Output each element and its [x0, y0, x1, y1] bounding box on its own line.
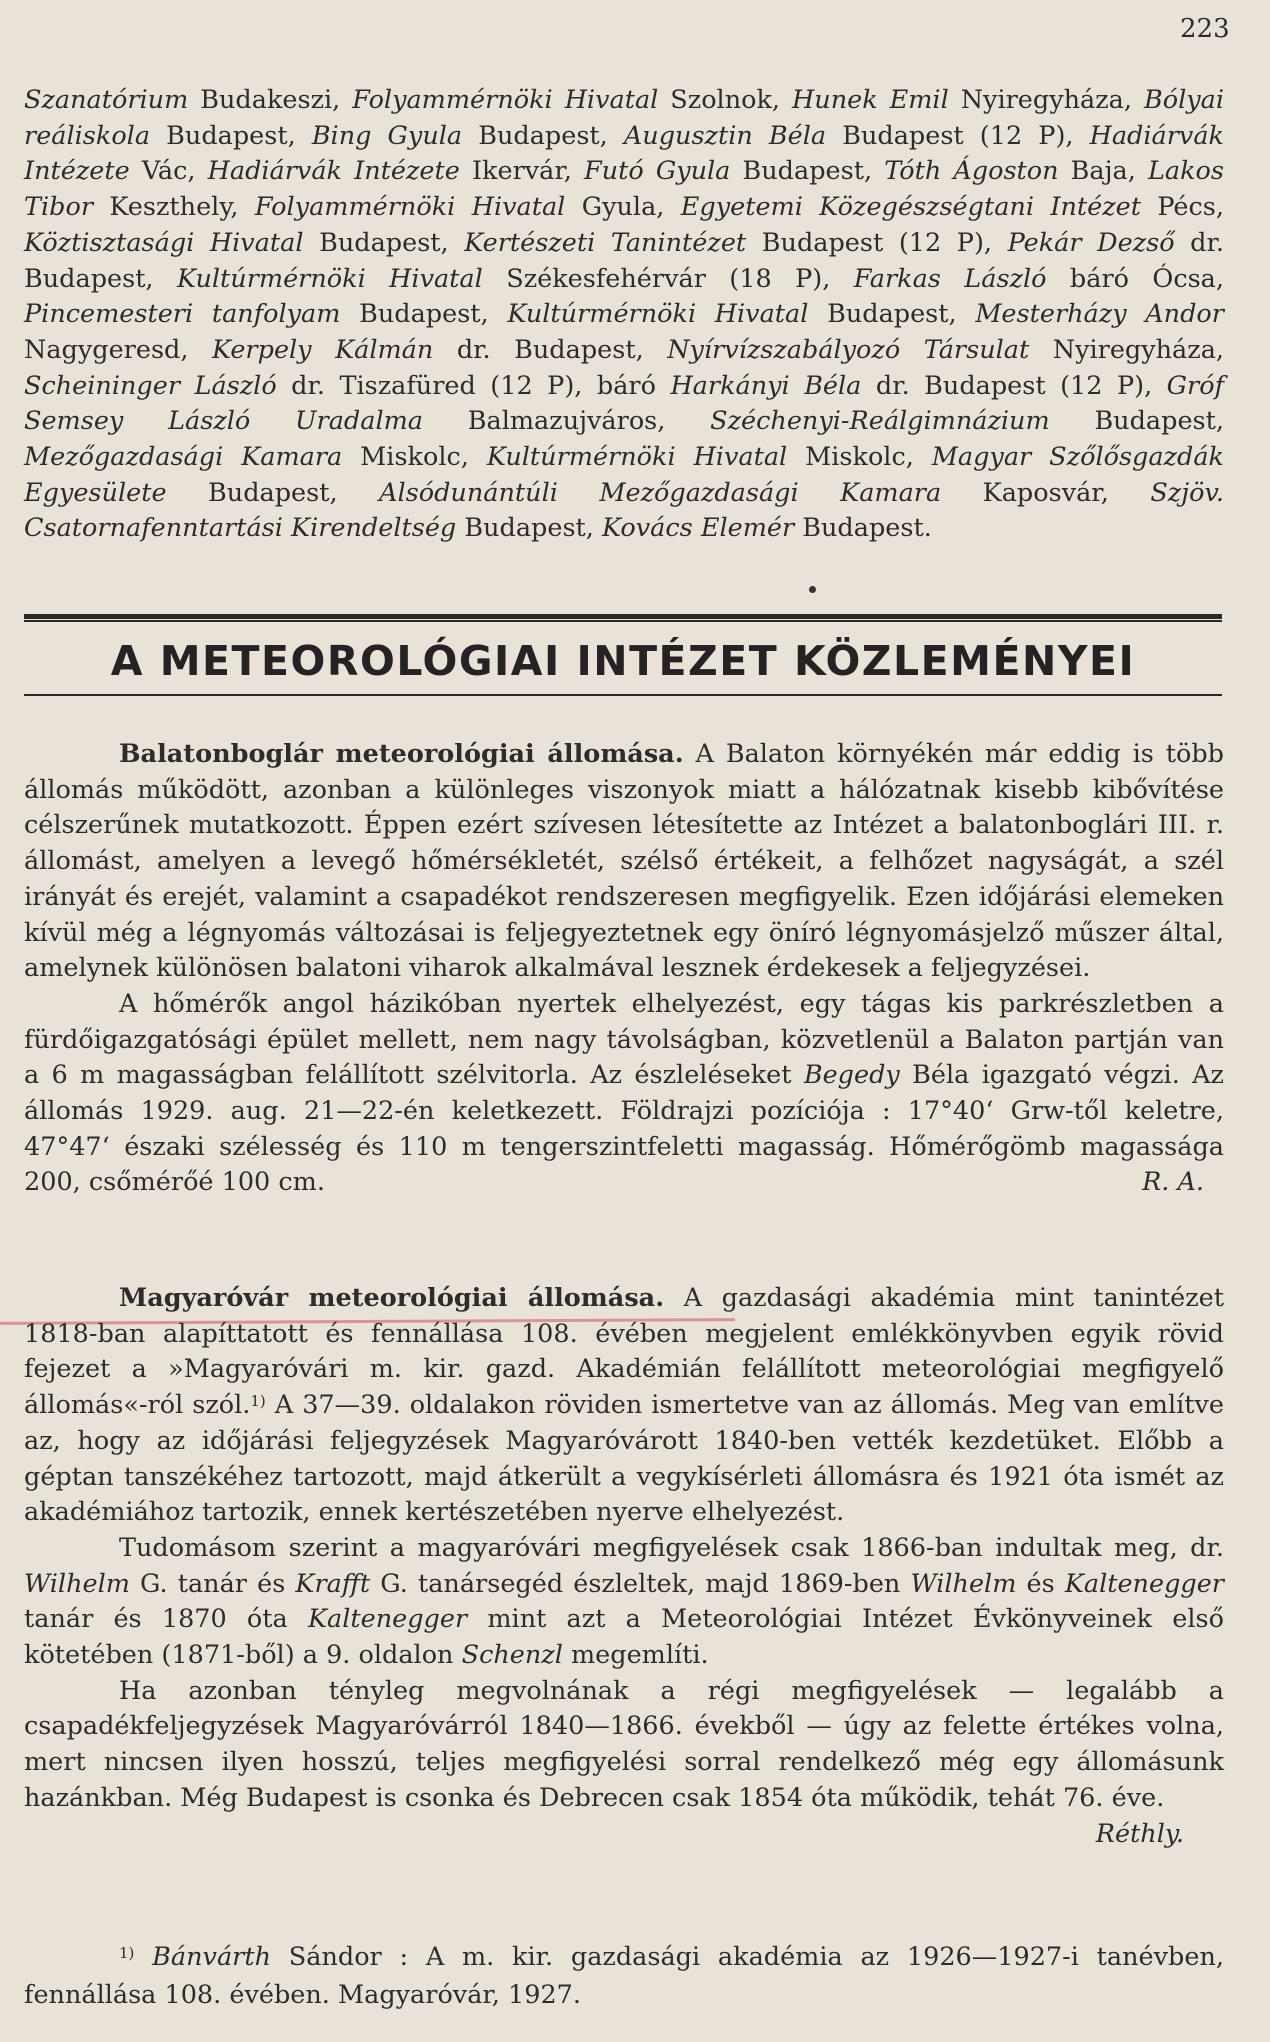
donor-list-segment: Tóth Ágoston: [884, 156, 1059, 187]
donor-list-segment: Széchenyi-Reálgimnázium: [710, 406, 1050, 437]
article1-observer-name: Begedy: [803, 1060, 900, 1091]
donor-list-segment: Székesfehérvár (18 P),: [482, 263, 854, 294]
donor-list-segment: Kaposvár,: [941, 477, 1151, 508]
article-balatonboglar: [24, 737, 1224, 1201]
article2-paragraph2-segment: mint azt a Meteorológiai Intézet Évkönyveinek első kötetében (1871-ből) a 9. oldalon: [24, 1604, 1224, 1671]
donor-list-segment: Farkas László: [853, 263, 1047, 294]
article2-paragraph3: Ha azonban tényleg megvolnának a régi megfigyelések — legalább a csapadékfeljegyzések Magyaróvárról 1840—1866. évekből — úgy az felette értékes volna, mert nincsen ilyen hosszú, teljes megfigyelési sorral rendelkező még egy állomásunk hazánkban. Még Budapest is csonka és Debrecen csak 1854 óta működik, tehát 76. éve.: [24, 1675, 1224, 1813]
donor-list-segment: Miskolc,: [342, 442, 487, 473]
title-rule-bottom: [24, 694, 1222, 696]
article1-signature: R. A.: [1142, 1167, 1204, 1198]
article2-paragraph1-a: A gazdasági akadémia mint tanintézet 1818-ban alapíttatott és fennállása 108. évében megjelent emlékkönyvben egyik rövid fejezet a »Magyaróvári m. kir. gazd. Akadémián felállított meteorológiai megfigyelő állomás«-ról szól.: [24, 1283, 1224, 1421]
article2-paragraph2-segment: Wilhelm: [910, 1568, 1017, 1599]
donor-list-segment: Pécs,: [1141, 192, 1224, 223]
donor-list-segment: Budapest,: [1049, 406, 1224, 437]
donor-list-segment: Bing Gyula: [311, 120, 463, 151]
footnote-text: Sándor : A m. kir. gazdasági akadémia az 1926—1927-i tanévben, fennállása 108. évében. Magyaróvár, 1927.: [24, 1942, 1224, 2010]
article2-paragraph1-b: A 37—39. oldalakon röviden ismertetve van az állomás. Meg van említve az, hogy az időjárási feljegyzések Magyaróvárott 1840-ben vették kezdetüket. Előbb a géptan tanszékéhez tartozott, majd átkerült a vegykísérleti állomásra és 1921 óta ismét az akadémiához tartozik, ennek kertészetében nyerve elhelyezést.: [24, 1390, 1224, 1528]
article2-paragraph2-segment: és: [1016, 1568, 1065, 1599]
article1-paragraph2-a: A hőmérők angol házikóban nyertek elhelyezést, egy tágas kis parkrészletben a fürdőigazgatósági épület mellett, nem nagy távolságban, közvetlenül a Balaton partján van a 6 m magasságban felállított szélvitorla. Az észleléseket: [24, 988, 1224, 1091]
donor-list-segment: Nagygeresd,: [24, 334, 212, 365]
section-title: A METEOROLÓGIAI INTÉZET KÖZLEMÉNYEI: [110, 637, 1136, 685]
donor-list-segment: Budapest,: [150, 120, 312, 151]
donor-list-text: [24, 83, 1224, 547]
footnote: [24, 1938, 1224, 2014]
donor-list-segment: Hunek Emil: [792, 85, 949, 115]
donor-list-segment: Folyammérnöki Hivatal: [254, 192, 566, 223]
donor-list-segment: Kultúrmérnöki Hivatal: [176, 263, 483, 294]
donor-list-segment: Budapest (12 P),: [746, 227, 1008, 258]
donor-list-segment: Szanatórium: [24, 85, 189, 115]
article2-heading: Magyaróvár meteorológiai állomása.: [119, 1283, 665, 1313]
article2-paragraph2-segment: G. tanár és: [129, 1568, 296, 1599]
donor-list-segment: Budapest,: [166, 477, 380, 508]
donor-list-segment: Lakos Tibor: [24, 156, 1224, 223]
donor-list-segment: Budapest,: [730, 156, 885, 187]
donor-list-segment: Budapest,: [456, 513, 603, 544]
donor-list-segment: Vác,: [129, 156, 208, 187]
title-rule-top-thin: [24, 620, 1222, 622]
donor-list-segment: Szolnok,: [658, 85, 793, 115]
donor-list-segment: Budapest,: [340, 299, 508, 330]
donor-list-segment: Bólyai reáliskola: [24, 85, 1224, 151]
donor-list-segment: Nyiregyháza,: [948, 85, 1144, 115]
donor-list-segment: Gyula,: [565, 192, 681, 223]
article2-paragraph2-segment: megemlíti.: [562, 1640, 709, 1671]
donor-list-segment: Pincemesteri tanfolyam: [24, 299, 341, 330]
donor-list-segment: Folyammérnöki Hivatal: [352, 85, 659, 115]
article-magyarovar: [24, 1281, 1224, 1852]
article2-paragraph2-segment: Kaltenegger: [1064, 1568, 1225, 1599]
donor-list-segment: Szjöv. Csatornafenntartási Kirendeltség: [24, 477, 1224, 544]
donor-list-segment: Kovács Elemér: [602, 513, 795, 544]
article2-paragraph2-segment: Tudomásom szerint a magyaróvári megfigyelések csak 1866-ban indultak meg, dr.: [119, 1532, 1224, 1563]
donor-list-segment: Hadiárvák Intézete: [207, 156, 460, 187]
donor-list-segment: Nyiregyháza,: [1029, 334, 1225, 365]
donor-list-segment: Gróf Semsey László Uradalma: [24, 370, 1225, 437]
article2-paragraph2-segment: Schenzl: [461, 1640, 563, 1671]
article2-paragraph2-segment: G. tanársegéd észleltek, majd 1869-ben: [370, 1568, 911, 1599]
donor-list-segment: Kerpely Kálmán: [211, 334, 434, 365]
donor-list-segment: Egyetemi Közegészségtani Intézet: [680, 192, 1142, 223]
article1-paragraph1: A Balaton környékén már eddig is több állomás működött, azonban a különleges viszonyok miatt a hálózatnak kisebb kibővítése célszerűnek mutatkozott. Éppen ezért szívesen létesítette az Intézet a balatonboglári III. r. állomást, amelyen a levegő hőmérsékletét, szélső értékeit, a felhőzet nagyságát, a szél irányát és erejét, valamint a csapadékot rendszeresen megfigyelik. Ezen időjárási elemeken kívül még a légnyomás változásai is feljegyeztetnek egy öníró légnyomásjelző műszer által, amelynek különösen balatoni viharok alkalmával lesznek érdekesek a feljegyzései.: [24, 739, 1224, 984]
donor-list-segment: Miskolc,: [787, 442, 932, 473]
donor-list-segment: dr. Budapest,: [433, 334, 668, 365]
article2-paragraph2-segment: Wilhelm: [24, 1568, 130, 1599]
donor-list-segment: Kultúrmérnöki Hivatal: [507, 299, 809, 330]
donor-list-segment: Mezőgazdasági Kamara: [24, 442, 343, 473]
article2-paragraph2-segment: tanár és 1870 óta: [24, 1604, 308, 1635]
donor-list-segment: Mesterházy Andor: [975, 299, 1224, 330]
donor-list-segment: Keszthely,: [93, 192, 255, 223]
donor-list-segment: Scheininger László: [24, 370, 277, 401]
donor-list-segment: Budapest,: [808, 299, 976, 330]
donor-list-segment: Alsódunántúli Mezőgazdasági Kamara: [379, 477, 942, 508]
footnote-marker: 1): [119, 1944, 135, 1962]
donor-list-segment: Futó Gyula: [583, 156, 731, 187]
donor-list-segment: Budapest (12 P),: [826, 120, 1090, 151]
donor-list-segment: Budakeszi,: [188, 85, 353, 115]
donor-list-segment: Ikervár,: [459, 156, 584, 187]
donor-list-segment: Magyar Szőlősgazdák Egyesülete: [24, 442, 1224, 508]
donor-list-segment: Nyírvízszabályozó Társulat: [667, 334, 1030, 365]
donor-list-segment: dr. Budapest,: [24, 227, 1224, 294]
donor-list-segment: Kultúrmérnöki Hivatal: [486, 442, 788, 473]
page-number: 223: [1180, 14, 1230, 44]
article1-heading: Balatonboglár meteorológiai állomása.: [119, 739, 684, 769]
donor-list-segment: Budapest,: [303, 227, 465, 258]
ornament-dot: [809, 586, 816, 593]
donor-list-segment: Köztisztasági Hivatal: [24, 227, 304, 258]
donor-list-segment: Balmazujváros,: [423, 406, 711, 437]
donor-list-segment: dr. Tiszafüred (12 P), báró: [276, 370, 671, 401]
donor-list-segment: báró Ócsa,: [1046, 263, 1224, 294]
footnote-author: Bánvárth: [152, 1942, 272, 1972]
article2-signature: Réthly.: [1095, 1818, 1184, 1849]
donor-list-segment: Kertészeti Tanintézet: [464, 227, 747, 258]
article2-paragraph2-segment: Kaltenegger: [307, 1604, 468, 1635]
donor-list-segment: Augusztin Béla: [623, 120, 827, 151]
donor-list-segment: Baja,: [1058, 156, 1148, 187]
donor-list-segment: Pekár Dezső: [1007, 227, 1175, 258]
donor-list-paragraph: [24, 83, 1224, 547]
article2-paragraph2: [24, 1531, 1224, 1674]
article2-paragraph2-segment: Krafft: [295, 1568, 371, 1599]
donor-list-segment: Budapest.: [794, 513, 932, 544]
donor-list-segment: Harkányi Béla: [670, 370, 862, 401]
donor-list-segment: dr. Budapest (12 P),: [861, 370, 1167, 401]
title-rule-top: [24, 614, 1222, 619]
donor-list-segment: Budapest,: [462, 120, 624, 151]
article1-paragraph2-b: Béla igazgató végzi. Az állomás 1929. aug. 21—22-én keletkezett. Földrajzi pozíciója : 17°40‘ Grw-től keletre, 47°47‘ északi szélesség és 110 m tengerszintfeletti magasság. Hőmérőgömb magassága 200, csőmérőé 100 cm.: [24, 1060, 1224, 1198]
footnote-reference: 1): [250, 1392, 266, 1411]
donor-list-segment: Hadiárvák Intézete: [24, 120, 1224, 187]
